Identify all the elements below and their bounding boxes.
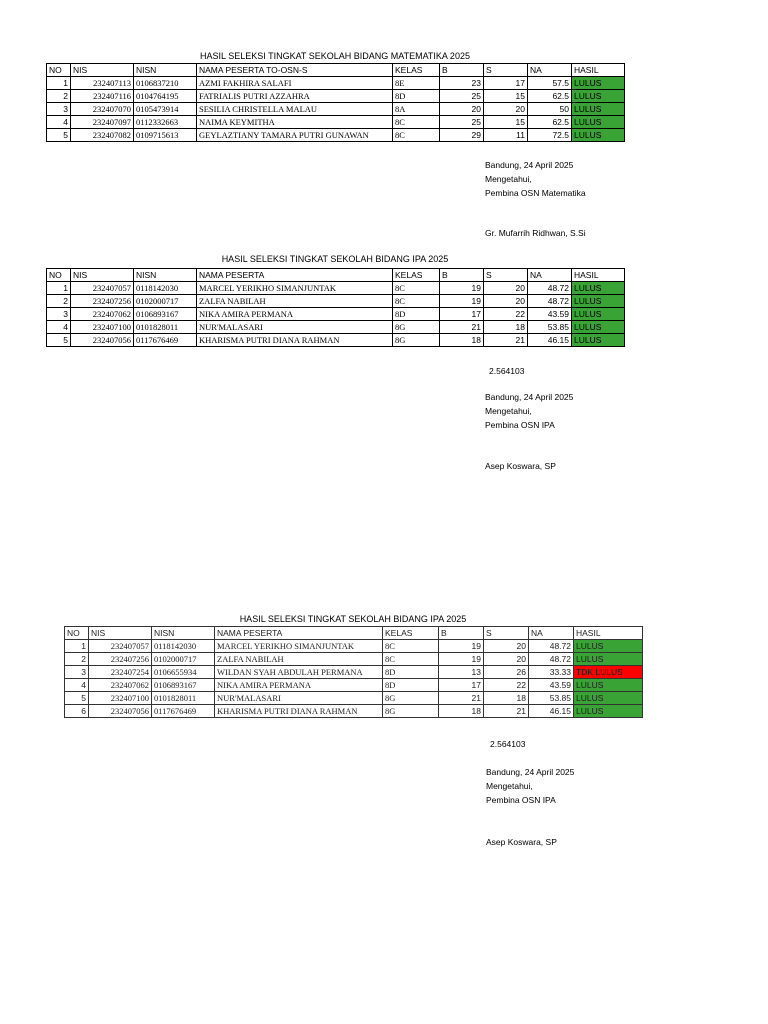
column-header: NO	[47, 64, 71, 77]
cell-na: 43.59	[528, 308, 572, 321]
cell-kelas: 8C	[393, 282, 440, 295]
cell-no: 4	[47, 321, 71, 334]
cell-nama: NAIMA KEYMITHA	[197, 116, 393, 129]
table-row	[65, 692, 643, 705]
results-table-ipa-2	[64, 626, 643, 718]
cell-nis: 232407056	[71, 334, 134, 347]
cell-nis: 232407113	[71, 77, 134, 90]
cell-nama: MARCEL YERIKHO SIMANJUNTAK	[215, 640, 383, 653]
cell-na: 46.15	[528, 334, 572, 347]
cell-nama: WILDAN SYAH ABDULAH PERMANA	[215, 666, 383, 679]
cell-na: 48.72	[528, 282, 572, 295]
cell-s: 18	[484, 321, 528, 334]
cell-hasil: LULUS	[574, 679, 643, 692]
results-table-matematika	[46, 63, 625, 142]
cell-kelas: 8D	[383, 679, 439, 692]
cell-hasil: LULUS	[574, 653, 643, 666]
column-header: NISN	[134, 64, 197, 77]
cell-nama: NIKA AMIRA PERMANA	[215, 679, 383, 692]
cell-s: 20	[484, 295, 528, 308]
cell-nisn: 0117676469	[134, 334, 197, 347]
cell-no: 5	[65, 692, 89, 705]
column-header: S	[484, 269, 528, 282]
cell-nisn: 0106893167	[134, 308, 197, 321]
cell-kelas: 8G	[383, 692, 439, 705]
footer-signatory: Asep Koswara, SP	[485, 461, 556, 471]
footer-place-date: Bandung, 24 April 2025	[485, 392, 574, 402]
column-header: NIS	[71, 64, 134, 77]
cell-no: 3	[47, 103, 71, 116]
cell-b: 29	[440, 129, 484, 142]
cell-kelas: 8C	[393, 116, 440, 129]
footer-signatory: Gr. Mufarrih Ridhwan, S.Si	[485, 228, 586, 238]
cell-na: 43.59	[529, 679, 574, 692]
cell-nis: 232407254	[89, 666, 152, 679]
column-header: NIS	[71, 269, 134, 282]
cell-na: 62.5	[528, 90, 572, 103]
footer-acknowledged: Mengetahui,	[485, 406, 532, 416]
column-header: KELAS	[393, 269, 440, 282]
table-row	[65, 653, 643, 666]
cell-no: 2	[65, 653, 89, 666]
cell-nisn: 0102000717	[152, 653, 215, 666]
cell-hasil: LULUS	[574, 705, 643, 718]
cell-hasil: LULUS	[572, 116, 625, 129]
cell-b: 19	[439, 653, 484, 666]
cell-nisn: 0101828011	[152, 692, 215, 705]
cell-nis: 232407070	[71, 103, 134, 116]
cell-nisn: 0117676469	[152, 705, 215, 718]
cell-nis: 232407062	[89, 679, 152, 692]
footer-role: Pembina OSN IPA	[486, 795, 556, 805]
cell-nama: KHARISMA PUTRI DIANA RAHMAN	[197, 334, 393, 347]
footer-acknowledged: Mengetahui,	[486, 781, 533, 791]
cell-b: 21	[440, 321, 484, 334]
cell-b: 25	[440, 90, 484, 103]
table-row	[47, 282, 625, 295]
cell-nisn: 0109715613	[134, 129, 197, 142]
cell-hasil: LULUS	[572, 90, 625, 103]
cell-b: 19	[440, 295, 484, 308]
footer-role: Pembina OSN Matematika	[485, 188, 586, 198]
cell-na: 48.72	[529, 640, 574, 653]
cell-b: 17	[440, 308, 484, 321]
cell-s: 20	[484, 103, 528, 116]
cell-kelas: 8E	[393, 77, 440, 90]
cell-nama: ZALFA NABILAH	[197, 295, 393, 308]
footer-place-date: Bandung, 24 April 2025	[486, 767, 575, 777]
cell-hasil: LULUS	[572, 308, 625, 321]
cell-nisn: 0112332663	[134, 116, 197, 129]
cell-na: 48.72	[528, 295, 572, 308]
footer-acknowledged: Mengetahui,	[485, 174, 532, 184]
cell-na: 46.15	[529, 705, 574, 718]
cell-nis: 232407256	[71, 295, 134, 308]
table-row	[47, 103, 625, 116]
cell-nisn: 0106837210	[134, 77, 197, 90]
cell-nisn: 0105473914	[134, 103, 197, 116]
column-header: NA	[528, 269, 572, 282]
cell-nisn: 0106893167	[152, 679, 215, 692]
cell-hasil: LULUS	[574, 692, 643, 705]
cell-nama: KHARISMA PUTRI DIANA RAHMAN	[215, 705, 383, 718]
table-row	[47, 77, 625, 90]
column-header: NISN	[134, 269, 197, 282]
cell-nis: 232407116	[71, 90, 134, 103]
cell-b: 21	[439, 692, 484, 705]
cell-s: 22	[484, 679, 529, 692]
cell-nama: AZMI FAKHIRA SALAFI	[197, 77, 393, 90]
cell-b: 23	[440, 77, 484, 90]
table-row	[47, 321, 625, 334]
column-header: B	[440, 269, 484, 282]
column-header: S	[484, 627, 529, 640]
cell-kelas: 8G	[393, 321, 440, 334]
cell-nis: 232407057	[71, 282, 134, 295]
table-row	[65, 666, 643, 679]
cell-no: 1	[47, 282, 71, 295]
table-row	[47, 90, 625, 103]
cell-nis: 232407100	[89, 692, 152, 705]
cell-nisn: 0106655934	[152, 666, 215, 679]
column-header: KELAS	[383, 627, 439, 640]
cell-hasil: LULUS	[572, 103, 625, 116]
cell-nama: NIKA AMIRA PERMANA	[197, 308, 393, 321]
table-row	[47, 334, 625, 347]
factor-value: 2.564103	[490, 739, 526, 749]
cell-kelas: 8C	[383, 653, 439, 666]
cell-s: 11	[484, 129, 528, 142]
cell-no: 1	[65, 640, 89, 653]
cell-hasil: LULUS	[574, 640, 643, 653]
cell-s: 20	[484, 640, 529, 653]
column-header: HASIL	[572, 64, 625, 77]
cell-na: 62.5	[528, 116, 572, 129]
cell-s: 21	[484, 705, 529, 718]
cell-no: 5	[47, 129, 71, 142]
cell-hasil: LULUS	[572, 321, 625, 334]
cell-b: 19	[439, 640, 484, 653]
cell-b: 20	[440, 103, 484, 116]
cell-nisn: 0104764195	[134, 90, 197, 103]
table-header-row	[65, 627, 643, 640]
cell-kelas: 8D	[393, 308, 440, 321]
cell-kelas: 8G	[383, 705, 439, 718]
cell-no: 3	[65, 666, 89, 679]
table-row	[65, 640, 643, 653]
table-row	[47, 308, 625, 321]
cell-b: 17	[439, 679, 484, 692]
cell-kelas: 8D	[383, 666, 439, 679]
cell-s: 20	[484, 282, 528, 295]
cell-nisn: 0102000717	[134, 295, 197, 308]
table-header-row	[47, 64, 625, 77]
table-row	[47, 295, 625, 308]
cell-nama: NUR'MALASARI	[197, 321, 393, 334]
cell-kelas: 8A	[393, 103, 440, 116]
cell-nis: 232407062	[71, 308, 134, 321]
cell-na: 33.33	[529, 666, 574, 679]
column-header: NAMA PESERTA	[215, 627, 383, 640]
cell-b: 19	[440, 282, 484, 295]
cell-nama: SESILIA CHRISTELLA MALAU	[197, 103, 393, 116]
footer-place-date: Bandung, 24 April 2025	[485, 160, 574, 170]
cell-nama: GEYLAZTIANY TAMARA PUTRI GUNAWAN	[197, 129, 393, 142]
cell-hasil: LULUS	[572, 129, 625, 142]
cell-nis: 232407082	[71, 129, 134, 142]
cell-nis: 232407056	[89, 705, 152, 718]
cell-nisn: 0101828011	[134, 321, 197, 334]
cell-kelas: 8G	[393, 334, 440, 347]
cell-nisn: 0118142030	[152, 640, 215, 653]
footer-signatory: Asep Koswara, SP	[486, 837, 557, 847]
footer-role: Pembina OSN IPA	[485, 420, 555, 430]
cell-kelas: 8C	[393, 295, 440, 308]
cell-nis: 232407097	[71, 116, 134, 129]
column-header: NA	[528, 64, 572, 77]
cell-b: 18	[439, 705, 484, 718]
cell-s: 18	[484, 692, 529, 705]
cell-nis: 232407256	[89, 653, 152, 666]
cell-nama: FATRIALIS PUTRI AZZAHRA	[197, 90, 393, 103]
cell-no: 2	[47, 90, 71, 103]
cell-nama: MARCEL YERIKHO SIMANJUNTAK	[197, 282, 393, 295]
cell-b: 13	[439, 666, 484, 679]
table-header-row	[47, 269, 625, 282]
column-header: KELAS	[393, 64, 440, 77]
cell-s: 21	[484, 334, 528, 347]
cell-no: 4	[47, 116, 71, 129]
cell-no: 5	[47, 334, 71, 347]
cell-no: 6	[65, 705, 89, 718]
cell-s: 20	[484, 653, 529, 666]
column-header: HASIL	[572, 269, 625, 282]
cell-s: 15	[484, 90, 528, 103]
cell-b: 25	[440, 116, 484, 129]
cell-no: 1	[47, 77, 71, 90]
column-header: NAMA PESERTA TO-OSN-S	[197, 64, 393, 77]
cell-nisn: 0118142030	[134, 282, 197, 295]
cell-na: 57.5	[528, 77, 572, 90]
cell-na: 50	[528, 103, 572, 116]
column-header: B	[440, 64, 484, 77]
column-header: NO	[65, 627, 89, 640]
section-title-matematika: HASIL SELEKSI TINGKAT SEKOLAH BIDANG MATEMATIKA 2025	[200, 51, 470, 61]
cell-na: 72.5	[528, 129, 572, 142]
cell-kelas: 8D	[393, 90, 440, 103]
cell-s: 15	[484, 116, 528, 129]
section-title-ipa-2: HASIL SELEKSI TINGKAT SEKOLAH BIDANG IPA 2025	[239, 614, 467, 624]
cell-na: 48.72	[529, 653, 574, 666]
cell-hasil: TDK LULUS	[574, 666, 643, 679]
table-row	[47, 129, 625, 142]
column-header: NIS	[89, 627, 152, 640]
factor-value: 2.564103	[489, 366, 525, 376]
cell-kelas: 8C	[393, 129, 440, 142]
cell-kelas: 8C	[383, 640, 439, 653]
cell-na: 53.85	[529, 692, 574, 705]
cell-s: 22	[484, 308, 528, 321]
cell-no: 3	[47, 308, 71, 321]
column-header: NO	[47, 269, 71, 282]
table-row	[47, 116, 625, 129]
cell-b: 18	[440, 334, 484, 347]
cell-hasil: LULUS	[572, 295, 625, 308]
cell-nama: NUR'MALASARI	[215, 692, 383, 705]
results-table-ipa	[46, 268, 625, 347]
column-header: NA	[529, 627, 574, 640]
cell-s: 26	[484, 666, 529, 679]
cell-na: 53.85	[528, 321, 572, 334]
cell-hasil: LULUS	[572, 334, 625, 347]
table-row	[65, 679, 643, 692]
column-header: NAMA PESERTA	[197, 269, 393, 282]
cell-s: 17	[484, 77, 528, 90]
table-row	[65, 705, 643, 718]
column-header: S	[484, 64, 528, 77]
cell-nis: 232407100	[71, 321, 134, 334]
section-title-ipa: HASIL SELEKSI TINGKAT SEKOLAH BIDANG IPA 2025	[221, 254, 449, 264]
cell-hasil: LULUS	[572, 77, 625, 90]
column-header: B	[439, 627, 484, 640]
column-header: HASIL	[574, 627, 643, 640]
cell-nis: 232407057	[89, 640, 152, 653]
column-header: NISN	[152, 627, 215, 640]
cell-no: 2	[47, 295, 71, 308]
cell-no: 4	[65, 679, 89, 692]
cell-hasil: LULUS	[572, 282, 625, 295]
cell-nama: ZALFA NABILAH	[215, 653, 383, 666]
